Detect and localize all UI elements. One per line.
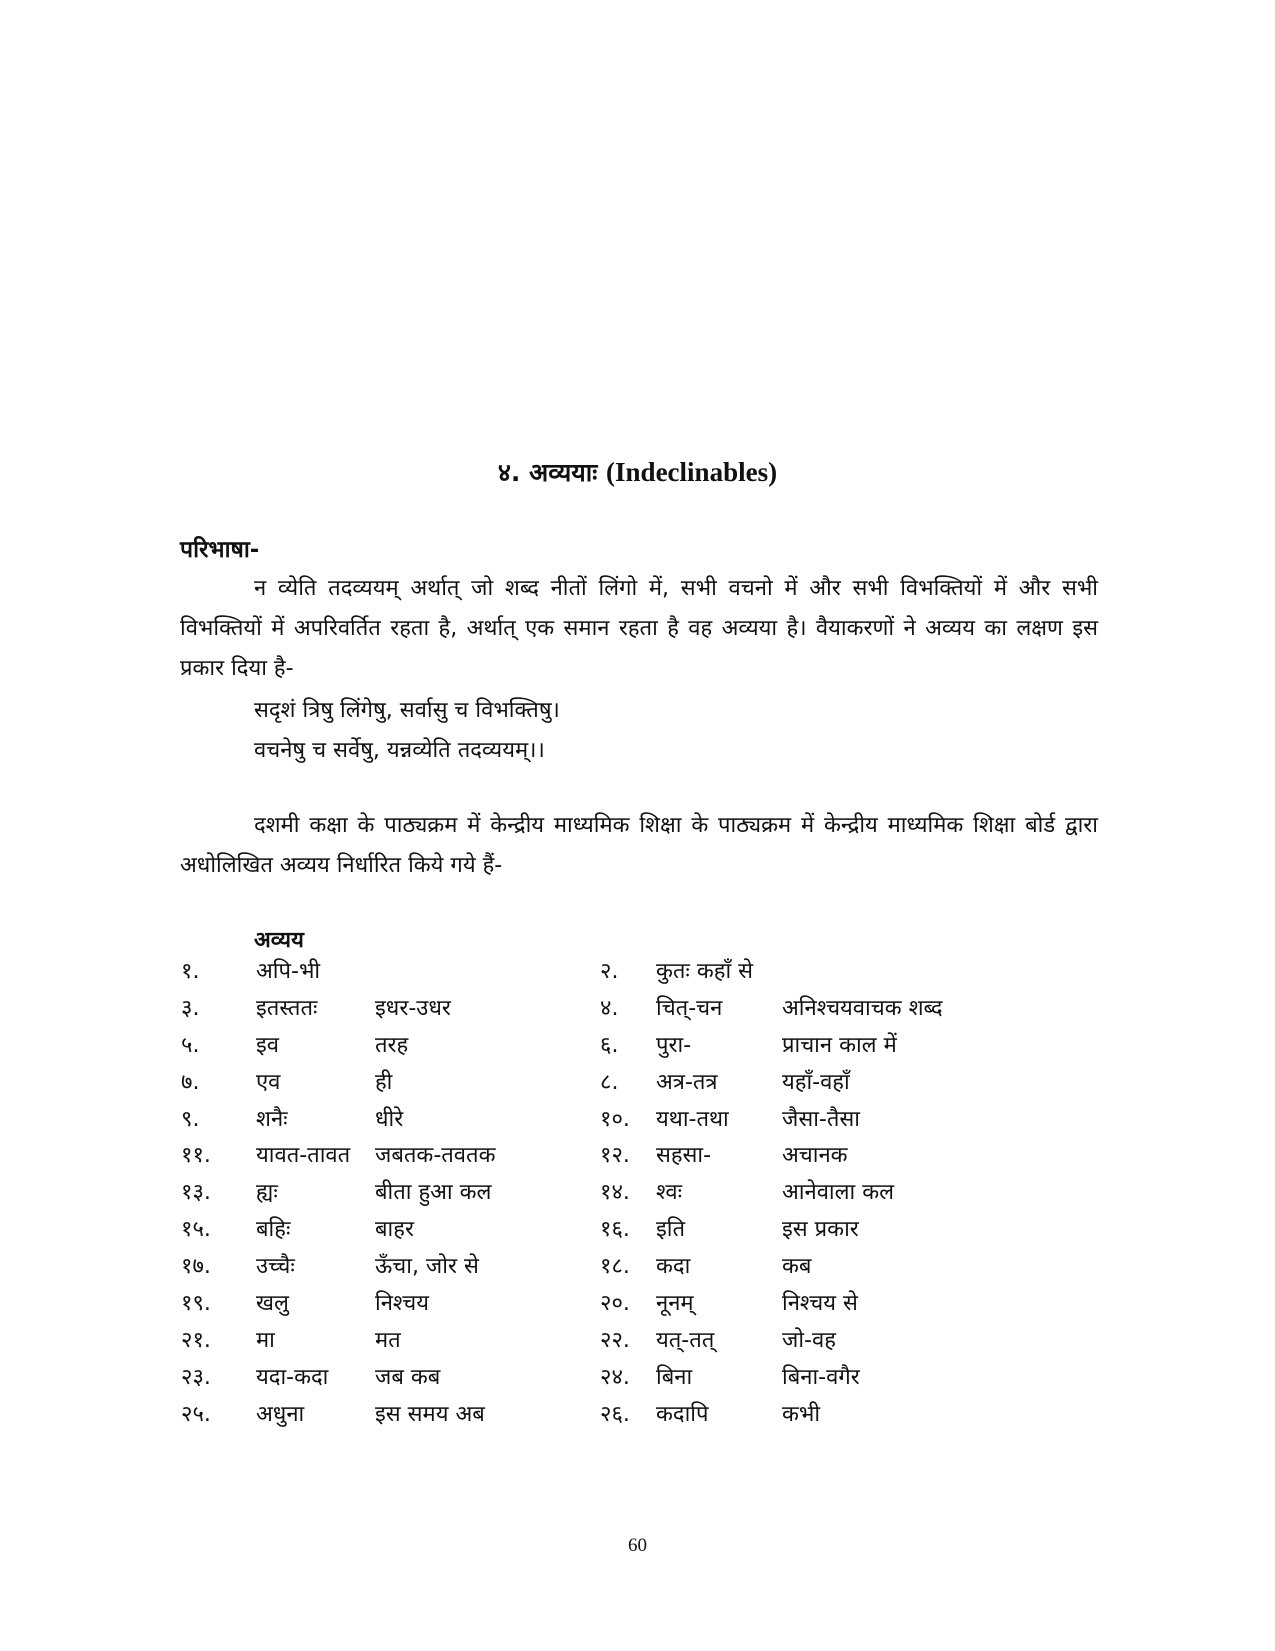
hindi-meaning: निश्चय <box>375 1291 429 1316</box>
hindi-meaning: बीता हुआ कल <box>375 1180 492 1205</box>
sanskrit-word: सहसा- <box>656 1143 712 1168</box>
sanskrit-word: बिना <box>656 1365 693 1390</box>
item-number: २. <box>600 959 619 984</box>
item-number: २६. <box>600 1402 630 1427</box>
item-number: ५. <box>181 1033 200 1058</box>
sanskrit-word: यत्-तत् <box>656 1328 715 1353</box>
hindi-meaning: बिना-वगैर <box>782 1365 860 1390</box>
title-number: ४. <box>497 458 521 487</box>
item-number: २४. <box>600 1365 630 1390</box>
item-number: १२. <box>600 1143 630 1168</box>
item-number: १८. <box>600 1254 630 1279</box>
list-row <box>0 1398 1275 1436</box>
hindi-meaning: अनिश्चयवाचक शब्द <box>782 996 943 1021</box>
sanskrit-word: पुरा- <box>656 1033 692 1058</box>
hindi-meaning: ही <box>375 1070 393 1095</box>
hindi-meaning: ऊँचा, जोर से <box>375 1254 479 1279</box>
item-number: ३. <box>181 996 200 1021</box>
sanskrit-word: यदा-कदा <box>256 1365 329 1390</box>
definition-paragraph: न व्येति तदव्ययम् अर्थात् जो शब्द नीतों लिंगो में, सभी वचनो में और सभी विभक्तियों में और सभी विभक्तियों में अपरिवर्तित रहता है, अर्थात् एक समान रहता है वह अव्यया है। वैयाकरणों ने अव्यय का लक्षण इस प्रकार दिया है- <box>180 576 1098 681</box>
hindi-meaning: जैसा-तैसा <box>782 1107 860 1132</box>
hindi-meaning: कभी <box>782 1402 821 1427</box>
list-row <box>0 1287 1275 1325</box>
sanskrit-word: यथा-तथा <box>656 1107 729 1132</box>
sanskrit-word: अपि-भी <box>256 959 321 984</box>
item-number: २०. <box>600 1291 630 1316</box>
item-number: १७. <box>181 1254 211 1279</box>
item-number: ११. <box>181 1143 211 1168</box>
list-row <box>0 992 1275 1030</box>
sanskrit-word: यावत-तावत <box>256 1143 351 1168</box>
list-row <box>0 1213 1275 1251</box>
definition-heading: परिभाषा- <box>180 537 260 563</box>
item-number: ८. <box>600 1070 619 1095</box>
sanskrit-word: इति <box>656 1217 686 1242</box>
sanskrit-word: श्वः <box>656 1180 683 1205</box>
sanskrit-word: इतस्ततः <box>256 996 318 1021</box>
sanskrit-word: उच्चैः <box>256 1254 295 1279</box>
item-number: १९. <box>181 1291 211 1316</box>
hindi-meaning: इस प्रकार <box>782 1217 859 1242</box>
page-number: 60 <box>628 1535 647 1556</box>
list-row <box>0 1103 1275 1141</box>
syllabus-paragraph: दशमी कक्षा के पाठ्यक्रम में केन्द्रीय माध्यमिक शिक्षा के पाठ्यक्रम में केन्द्रीय माध्यमिक शिक्षा बोर्ड द्वारा अधोलिखित अव्यय निर्धारित किये गये हैं- <box>180 813 1098 878</box>
hindi-meaning: बाहर <box>375 1217 414 1242</box>
sanskrit-word: कदा <box>656 1254 691 1279</box>
sanskrit-word: नूनम् <box>656 1291 694 1316</box>
item-number: ६. <box>600 1033 619 1058</box>
list-row <box>0 1361 1275 1399</box>
hindi-meaning: इस समय अब <box>375 1402 485 1427</box>
sanskrit-word: मा <box>256 1328 275 1353</box>
hindi-meaning: अचानक <box>782 1143 848 1168</box>
hindi-meaning: इधर-उधर <box>375 996 451 1021</box>
list-row <box>0 1139 1275 1177</box>
verse-line-2: वचनेषु च सर्वेषु, यन्नव्येति तदव्ययम्।। <box>254 738 545 763</box>
hindi-meaning: धीरे <box>375 1107 404 1132</box>
sanskrit-word: कदापि <box>656 1402 709 1427</box>
list-row <box>0 1176 1275 1214</box>
item-number: २५. <box>181 1402 211 1427</box>
hindi-meaning: यहाँ-वहाँ <box>782 1070 850 1095</box>
title-english: (Indeclinables) <box>606 457 778 487</box>
sanskrit-word: इव <box>256 1033 280 1058</box>
list-heading: अव्यय <box>254 928 304 953</box>
sanskrit-word: अधुना <box>256 1402 305 1427</box>
sanskrit-word: बहिः <box>256 1217 291 1242</box>
item-number: १०. <box>600 1107 630 1132</box>
item-number: २२. <box>600 1328 630 1353</box>
list-row <box>0 955 1275 993</box>
hindi-meaning: जबतक-तवतक <box>375 1143 496 1168</box>
item-number: ७. <box>181 1070 200 1095</box>
sanskrit-word: खलु <box>256 1291 289 1316</box>
hindi-meaning: तरह <box>375 1033 409 1058</box>
hindi-meaning: जब कब <box>375 1365 441 1390</box>
list-row <box>0 1250 1275 1288</box>
item-number: २३. <box>181 1365 211 1390</box>
item-number: ९. <box>181 1107 200 1132</box>
sanskrit-word: कुतः कहाँ से <box>656 959 754 984</box>
hindi-meaning: कब <box>782 1254 812 1279</box>
hindi-meaning: जो-वह <box>782 1328 836 1353</box>
title-sanskrit: अव्ययाः <box>529 458 598 487</box>
list-row <box>0 1029 1275 1067</box>
item-number: १३. <box>181 1180 211 1205</box>
list-row <box>0 1324 1275 1362</box>
verse-line-1: सदृशं त्रिषु लिंगेषु, सर्वासु च विभक्तिषु। <box>254 698 560 723</box>
sanskrit-word: एव <box>256 1070 281 1095</box>
item-number: १. <box>181 959 200 984</box>
item-number: १६. <box>600 1217 630 1242</box>
sanskrit-word: चित्-चन <box>656 996 723 1021</box>
sanskrit-word: अत्र-तत्र <box>656 1070 718 1095</box>
item-number: १४. <box>600 1180 630 1205</box>
item-number: ४. <box>600 996 619 1021</box>
sanskrit-word: ह्यः <box>256 1180 278 1205</box>
item-number: १५. <box>181 1217 211 1242</box>
hindi-meaning: मत <box>375 1328 401 1353</box>
item-number: २१. <box>181 1328 211 1353</box>
hindi-meaning: निश्चय से <box>782 1291 858 1316</box>
hindi-meaning: आनेवाला कल <box>782 1180 895 1205</box>
sanskrit-word: शनैः <box>256 1107 288 1132</box>
hindi-meaning: प्राचान काल में <box>782 1033 897 1058</box>
list-row <box>0 1066 1275 1104</box>
